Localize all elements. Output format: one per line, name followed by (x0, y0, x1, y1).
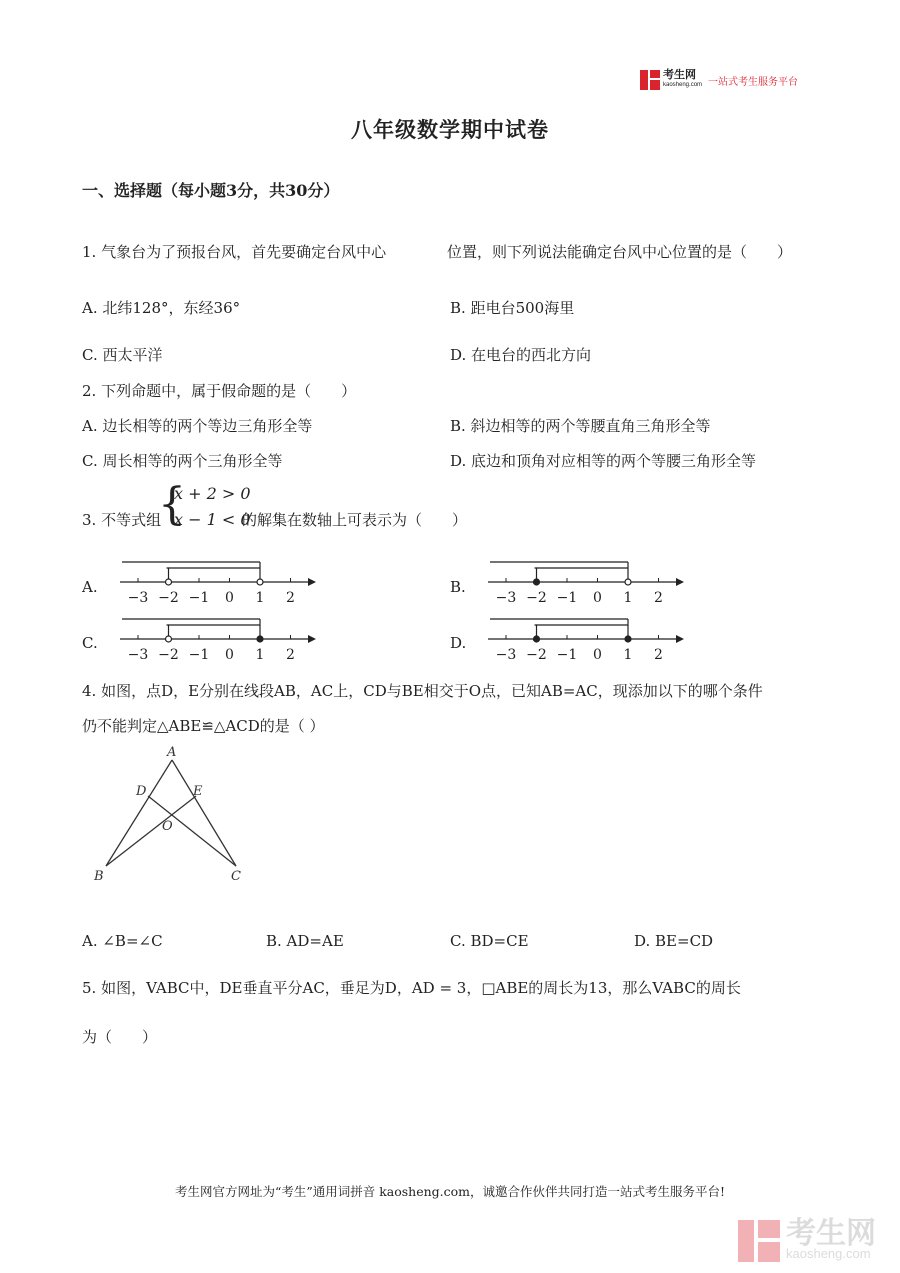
axis-arrow (308, 578, 316, 586)
logo-sub: kaosheng.com (663, 82, 703, 88)
tick-label: −3 (495, 647, 517, 663)
tick-label: 2 (286, 590, 295, 606)
q5-stem-1: 5. 如图，VABC中，DE垂直平分AC，垂足为D，AD = 3，□ABE的周长为13，那么VABC的周长 (82, 979, 741, 997)
left-endpoint (166, 636, 172, 642)
left-ray (167, 568, 169, 579)
watermark-text: 考生网 (786, 1217, 876, 1250)
tick-label: −2 (158, 647, 179, 663)
footer-text: 考生网官方网址为“考生”通用词拼音 kaosheng.com，诚邀合作伙伴共同打造一站式考生服务平台! (174, 1184, 726, 1199)
q2-option-c: C. 周长相等的两个三角形全等 (82, 452, 283, 470)
tick-label: −1 (556, 647, 578, 663)
q4-option-c: C. BD=CE (450, 932, 529, 950)
tick-label: −2 (526, 590, 547, 606)
left-ray (535, 568, 537, 579)
axis-arrow (676, 635, 684, 643)
logo-text: 考生网 (663, 69, 696, 81)
q2-option-d: D. 底边和顶角对应相等的两个等腰三角形全等 (450, 452, 757, 470)
logo-slogan: 一站式考生服务平台 (708, 76, 799, 88)
q3-ineq2: x − 1 < 0 (174, 510, 251, 529)
fig-label-a: A (167, 745, 177, 760)
number-line-b (486, 560, 686, 610)
right-endpoint (625, 579, 631, 585)
watermark (738, 1217, 876, 1262)
tick-label: −3 (127, 590, 149, 606)
right-endpoint (625, 636, 631, 642)
tick-label: −3 (495, 590, 517, 606)
tick-label: 1 (255, 590, 265, 606)
tick-label: −1 (188, 590, 210, 606)
q1-option-d: D. 在电台的西北方向 (450, 346, 592, 364)
section-heading: 一、选择题（每小题3分，共30分） (82, 181, 340, 200)
page-title: 八年级数学期中试卷 (351, 117, 549, 142)
left-ray (535, 625, 537, 636)
q4-stem-2: 仍不能判定△ABE≌△ACD的是（ ） (82, 717, 325, 735)
tick-label: 1 (623, 647, 633, 663)
tick-label: 0 (225, 590, 234, 606)
number-line-c (118, 617, 318, 667)
tick-label: −3 (127, 647, 149, 663)
fig-label-c: C (231, 869, 241, 884)
q1-stem-a: 1. 气象台为了预报台风，首先要确定台风中心 (82, 243, 387, 261)
tick-label: 1 (623, 590, 633, 606)
tick-label: −2 (158, 590, 179, 606)
q2-option-a: A. 边长相等的两个等边三角形全等 (82, 417, 313, 435)
q4-triangle-figure (90, 740, 250, 890)
right-endpoint (257, 579, 263, 585)
q3-ineq1: x + 2 > 0 (174, 484, 251, 503)
q1-option-a: A. 北纬128°，东经36° (82, 299, 241, 317)
tick-label: 2 (654, 647, 663, 663)
q4-stem-1: 4. 如图，点D，E分别在线段AB，AC上，CD与BE相交于O点，已知AB=AC，现添加以下的哪个条件 (82, 682, 763, 700)
q3-label-a: A. (82, 578, 98, 596)
tick-label: 2 (286, 647, 295, 663)
axis-arrow (676, 578, 684, 586)
fig-label-b: B (94, 869, 104, 884)
q2-option-b: B. 斜边相等的两个等腰直角三角形全等 (450, 417, 711, 435)
fig-label-e: E (193, 784, 203, 799)
tick-label: 0 (225, 647, 234, 663)
tick-label: 2 (654, 590, 663, 606)
q3-label-d: D. (450, 634, 467, 652)
q5-stem-2: 为（ ） (82, 1028, 158, 1046)
left-endpoint (166, 579, 172, 585)
left-endpoint (534, 579, 540, 585)
q1-stem-b: 位置，则下列说法能确定台风中心位置的是（ ） (447, 243, 793, 261)
logo-icon (640, 70, 660, 90)
tick-label: −2 (526, 647, 547, 663)
number-line-a (118, 560, 318, 610)
q3-label-c: C. (82, 634, 98, 652)
left-ray (167, 625, 169, 636)
fig-label-d: D (136, 784, 147, 799)
tick-label: −1 (556, 590, 578, 606)
q3-label-b: B. (450, 578, 466, 596)
watermark-sub: kaosheng.com (786, 1246, 871, 1261)
q1-option-b: B. 距电台500海里 (450, 299, 575, 317)
axis-arrow (308, 635, 316, 643)
q2-stem: 2. 下列命题中，属于假命题的是（ ） (82, 382, 357, 400)
q4-option-a: A. ∠B=∠C (82, 932, 163, 950)
fig-label-o: O (162, 819, 173, 834)
header-logo (640, 70, 798, 90)
q3-brace: { (158, 479, 186, 530)
q1-option-c: C. 西太平洋 (82, 346, 163, 364)
q4-option-d: D. BE=CD (634, 932, 714, 950)
tick-label: 0 (593, 647, 602, 663)
tick-label: 0 (593, 590, 602, 606)
q3-suffix: 的解集在数轴上可表示为（ ） (242, 511, 468, 529)
tick-label: 1 (255, 647, 265, 663)
q3-prefix: 3. 不等式组 (82, 511, 162, 529)
watermark-logo-icon (738, 1220, 780, 1262)
right-endpoint (257, 636, 263, 642)
number-line-d (486, 617, 686, 667)
q4-option-b: B. AD=AE (266, 932, 344, 950)
left-endpoint (534, 636, 540, 642)
tick-label: −1 (188, 647, 210, 663)
